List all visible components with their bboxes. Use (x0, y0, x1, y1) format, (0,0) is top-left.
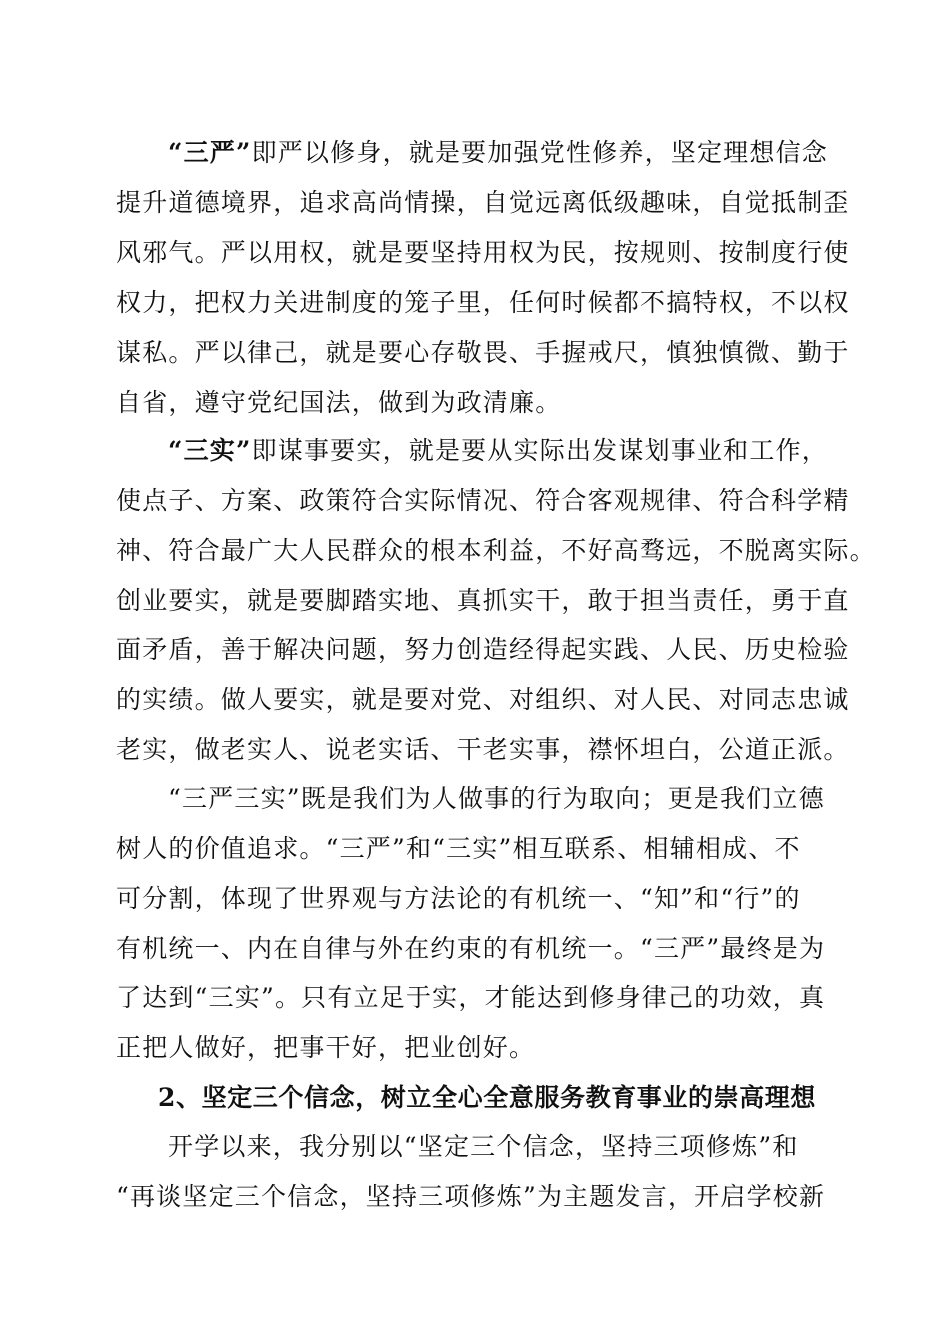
paragraph-3-line-6: 正把人做好，把事干好，把业创好。 (116, 1033, 536, 1062)
paragraph-2-line-4: 创业要实，就是要脚踏实地、真抓实干，敢于担当责任，勇于直 (116, 586, 850, 615)
paragraph-2-line-2: 使点子、方案、政策符合实际情况、符合客观规律、符合科学精 (116, 486, 850, 515)
paragraph-2-text: 即谋事要实，就是要从实际出发谋划事业和工作， (251, 436, 828, 465)
paragraph-4-line-2: “再谈坚定三个信念，坚持三项修炼”为主题发言，开启学校新 (116, 1182, 826, 1211)
paragraph-4-line-1: 开学以来，我分别以“坚定三个信念，坚持三项修炼”和 (168, 1132, 799, 1161)
paragraph-3-line-5: 了达到“三实”。只有立足于实，才能达到修身律己的功效，真 (116, 983, 826, 1012)
paragraph-1-text: 即严以修身，就是要加强党性修养，坚定理想信念 (251, 138, 828, 167)
paragraph-2-line-5: 面矛盾，善于解决问题，努力创造经得起实践、人民、历史检验 (116, 635, 850, 664)
paragraph-1-line-4: 权力，把权力关进制度的笼子里，任何时候都不搞特权，不以权 (116, 288, 850, 317)
paragraph-1-line-2: 提升道德境界，追求高尚情操，自觉远离低级趣味，自觉抵制歪 (116, 188, 850, 217)
paragraph-2-line-7: 老实，做老实人、说老实话、干老实事，襟怀坦白，公道正派。 (116, 735, 850, 764)
paragraph-3-line-3: 可分割，体现了世界观与方法论的有机统一、“知”和“行”的 (116, 884, 801, 913)
paragraph-1-line-6: 自省，遵守党纪国法，做到为政清廉。 (116, 388, 562, 417)
paragraph-1-line-1 (168, 136, 828, 170)
paragraph-3-line-2: 树人的价值追求。“三严”和“三实”相互联系、相辅相成、不 (116, 834, 801, 863)
section-heading-2: 2、坚定三个信念，树立全心全意服务教育事业的崇高理想 (158, 1083, 816, 1112)
paragraph-2-line-1 (168, 434, 828, 468)
paragraph-2-lead: “三实” (168, 436, 252, 465)
paragraph-1-line-3: 风邪气。严以用权，就是要坚持用权为民，按规则、按制度行使 (116, 238, 850, 267)
paragraph-1-lead: “三严” (168, 138, 252, 167)
paragraph-3-line-1: “三严三实”既是我们为人做事的行为取向；更是我们立德 (168, 784, 825, 813)
paragraph-3-line-4: 有机统一、内在自律与外在约束的有机统一。“三严”最终是为 (116, 934, 826, 963)
paragraph-2-line-3: 神、符合最广大人民群众的根本利益，不好高骛远，不脱离实际。 (116, 536, 876, 565)
paragraph-2-line-6: 的实绩。做人要实，就是要对党、对组织、对人民、对同志忠诚 (116, 685, 850, 714)
paragraph-1-line-5: 谋私。严以律己，就是要心存敬畏、手握戒尺，慎独慎微、勤于 (116, 338, 850, 367)
